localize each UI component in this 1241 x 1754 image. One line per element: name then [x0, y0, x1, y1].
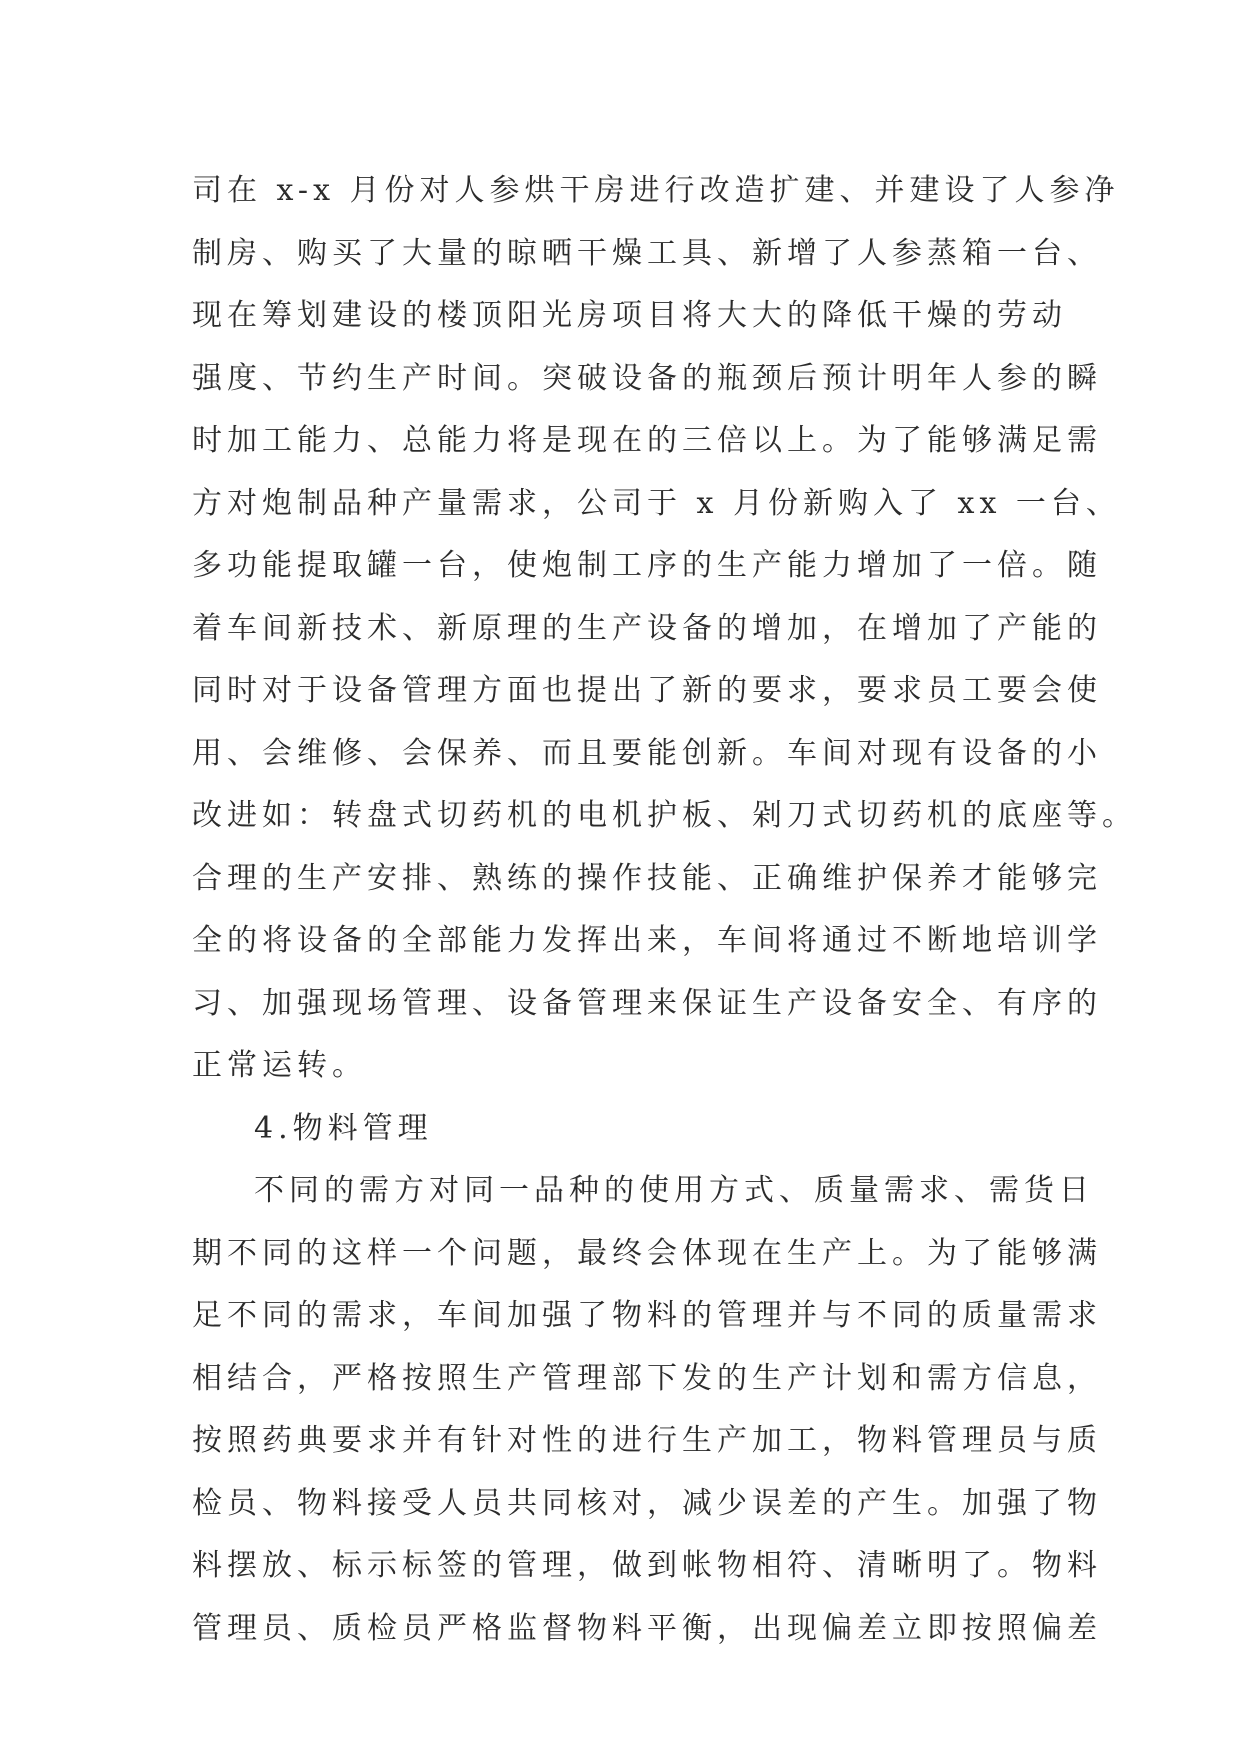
text-line: 期不同的这样一个问题，最终会体现在生产上。为了能够满	[192, 1235, 1102, 1271]
text-line: 方对炮制品种产量需求，公司于 x 月份新购入了 xx 一台、	[192, 485, 1121, 521]
text-line: 多功能提取罐一台，使炮制工序的生产能力增加了一倍。随	[192, 548, 1102, 583]
text-line: 检员、物料接受人员共同核对，减少误差的产生。加强了物	[192, 1485, 1102, 1521]
text-line: 强度、节约生产时间。突破设备的瓶颈后预计明年人参的瞬	[192, 360, 1102, 396]
text-line: 管理员、质检员严格监督物料平衡，出现偏差立即按照偏差	[192, 1610, 1102, 1646]
section-heading: 4.物料管理	[254, 1110, 433, 1146]
text-line: 着车间新技术、新原理的生产设备的增加，在增加了产能的	[192, 610, 1102, 646]
text-line: 现在筹划建设的楼顶阳光房项目将大大的降低干燥的劳动	[192, 298, 1067, 333]
text-line: 按照药典要求并有针对性的进行生产加工，物料管理员与质	[192, 1423, 1102, 1458]
text-line: 料摆放、标示标签的管理，做到帐物相符、清晰明了。物料	[192, 1548, 1102, 1583]
text-line: 正常运转。	[192, 1048, 367, 1083]
text-line: 司在 x-x 月份对人参烘干房进行改造扩建、并建设了人参净	[192, 173, 1120, 208]
text-line: 制房、购买了大量的晾晒干燥工具、新增了人参蒸箱一台、	[192, 235, 1102, 271]
text-line: 合理的生产安排、熟练的操作技能、正确维护保养才能够完	[192, 860, 1102, 896]
text-line: 改进如：转盘式切药机的电机护板、剁刀式切药机的底座等。	[192, 798, 1137, 833]
text-line: 相结合，严格按照生产管理部下发的生产计划和需方信息，	[192, 1360, 1102, 1396]
text-line: 同时对于设备管理方面也提出了新的要求，要求员工要会使	[192, 673, 1102, 708]
text-line: 足不同的需求，车间加强了物料的管理并与不同的质量需求	[192, 1298, 1102, 1333]
text-line: 习、加强现场管理、设备管理来保证生产设备安全、有序的	[192, 985, 1102, 1021]
text-line: 时加工能力、总能力将是现在的三倍以上。为了能够满足需	[192, 423, 1102, 458]
text-line: 用、会维修、会保养、而且要能创新。车间对现有设备的小	[192, 735, 1102, 771]
text-line: 全的将设备的全部能力发挥出来，车间将通过不断地培训学	[192, 923, 1102, 958]
text-line: 不同的需方对同一品种的使用方式、质量需求、需货日	[254, 1173, 1094, 1208]
body-text	[192, 160, 1137, 1660]
